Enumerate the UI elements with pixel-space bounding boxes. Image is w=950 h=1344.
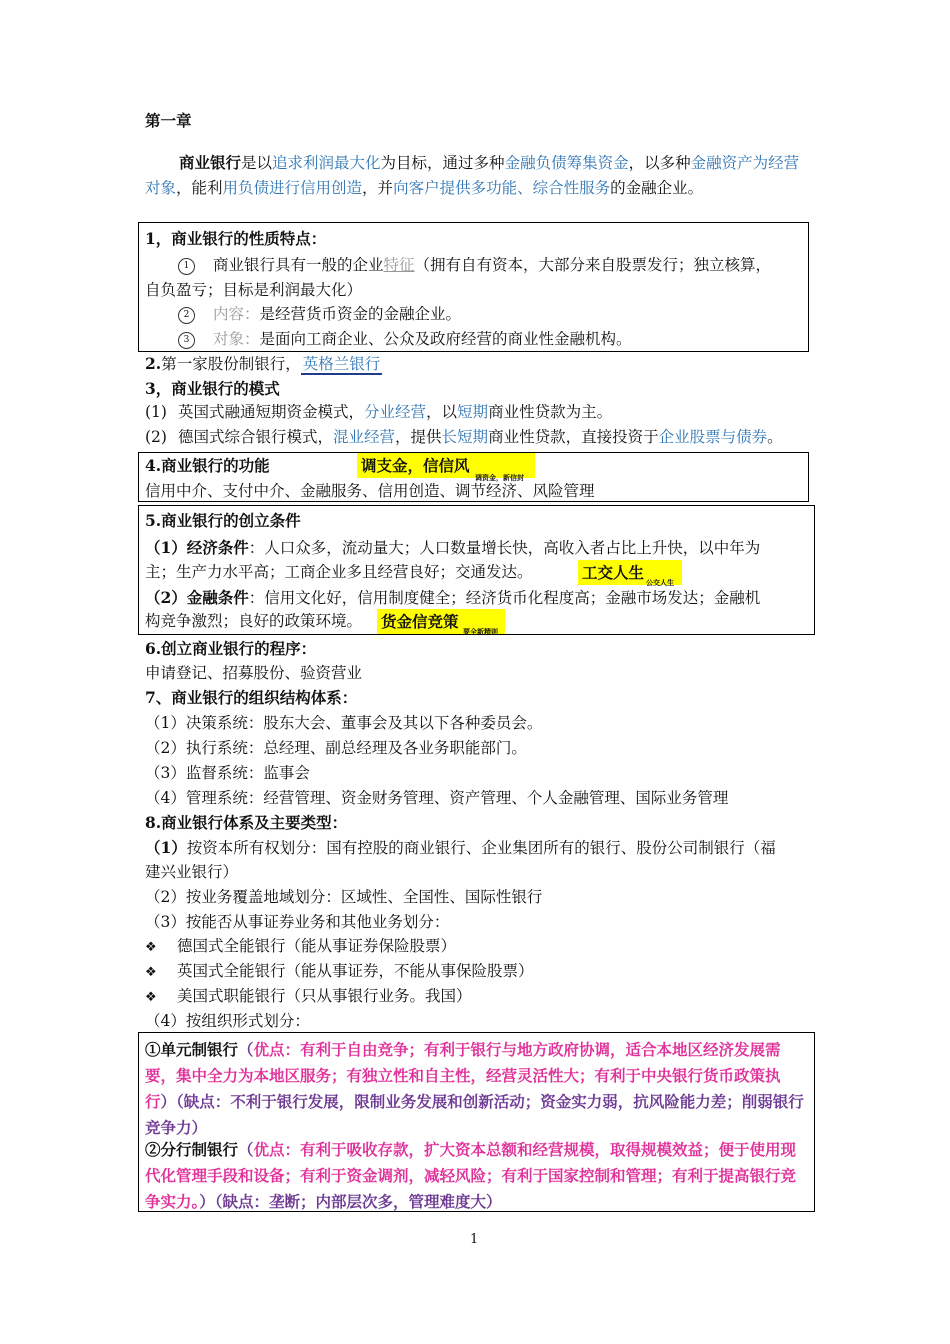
section-7-item: （3）监督系统：监事会 xyxy=(145,764,310,782)
section-1-item-3 xyxy=(178,327,632,352)
section-7-item: （1）决策系统：股东大会、董事会及其以下各种委员会。 xyxy=(145,714,543,732)
intro-part: 追求利润最大化 xyxy=(272,154,381,172)
section-5-mnemonic-1-note: 公交人生 xyxy=(646,578,674,587)
condition-label: （2）金融条件 xyxy=(145,588,249,607)
section-1-item-2 xyxy=(178,302,461,327)
branch-bank-paragraph xyxy=(145,1137,805,1215)
bullet-text: 德国式全能银行（能从事证券保险股票） xyxy=(177,937,457,955)
section-4-mnemonic-note: 调资金，新信封 xyxy=(475,473,524,482)
intro-part: 用负债进行信用创造 xyxy=(222,179,363,197)
paren: （ xyxy=(238,1140,254,1159)
circled-number: 1 xyxy=(178,258,195,275)
page-number: 1 xyxy=(470,1232,479,1247)
intro-part: ，并 xyxy=(362,179,394,197)
section-5-mnemonic-2: 货金信竞策 xyxy=(377,609,505,634)
diamond-bullet-icon: ❖ xyxy=(145,990,157,1005)
section-8-title: 8.商业银行体系及主要类型： xyxy=(145,813,348,832)
list-num: (1) xyxy=(145,403,167,421)
circled-number: 3 xyxy=(178,332,195,349)
branch-bank-label: ②分行制银行 xyxy=(145,1140,239,1159)
condition-text: ：人口众多，流动量大；人口数量增长快，高收入者占比上升快，以中年为 xyxy=(248,539,761,557)
section-3-line-2 xyxy=(145,425,783,450)
branch-bank-pros: 优点：有利于吸收存款，扩大资本总额和经营规模，取得规模效益；便于使用现代化管理手段和设备；有利于资金调剂，减轻风险；有利于国家控制和管理；有利于提高银行竞争实力。 xyxy=(145,1140,797,1211)
section-4-mnemonic: 调支金，信信风 xyxy=(357,453,535,478)
chapter-heading: 第一章 xyxy=(145,111,192,130)
section-2 xyxy=(145,351,382,377)
bank-of-england-link[interactable]: 英格兰银行 xyxy=(302,355,381,373)
section-8-item-3: （3）按能否从事证券业务和其他业务划分： xyxy=(145,913,450,931)
intro-part: ，以多种 xyxy=(628,154,691,172)
intro-part: 的金融企业。 xyxy=(610,179,704,197)
section-4-title: 4.商业银行的功能 xyxy=(145,456,270,475)
condition-label: （1）经济条件 xyxy=(145,538,249,557)
text: 商业性贷款为主。 xyxy=(488,403,613,421)
section-7-item: （4）管理系统：经营管理、资金财务管理、资产管理、个人金融管理、国际业务管理 xyxy=(145,789,729,807)
intro-part: 金融资产为经营对象 xyxy=(145,154,800,197)
section-5-cond-1-cont: 主；生产力水平高；工商企业多且经营良好；交通发达。 xyxy=(145,563,533,581)
item-text: 商业银行具有一般的企业 xyxy=(213,256,384,274)
section-5-cond-2-cont: 构竞争激烈；良好的政策环境。 xyxy=(145,612,363,630)
text: ，提供 xyxy=(395,428,442,446)
section-8-bullet xyxy=(145,934,456,960)
section-5-cond-1 xyxy=(145,535,760,561)
item-text: 是面向工商企业、公众及政府经营的商业性金融机构。 xyxy=(259,330,632,348)
unit-bank-pros: 优点：有利于自由竞争；有利于银行与地方政府协调，适合本地区经济发展需要，集中全力为本地区服务；有独立性和自主性，经营灵活性大；有利于中央银行货币政策执行 xyxy=(145,1040,781,1111)
text: 德国式综合银行模式， xyxy=(178,428,334,446)
keyword: 企业股票与债券 xyxy=(658,428,768,446)
section-1-item-1-cont: 自负盈亏；目标是利润最大化） xyxy=(145,281,363,299)
intro-paragraph xyxy=(145,150,810,201)
section-8-bullet xyxy=(145,984,472,1010)
section-7-title: 7、商业银行的组织结构体系： xyxy=(145,688,358,707)
branch-bank-cons: ）（缺点：垄断；内部层次多，管理难度大） xyxy=(199,1192,502,1211)
intro-part: 向客户提供多功能、综合性服务 xyxy=(393,179,611,197)
bullet-text: 英国式全能银行（能从事证券，不能从事保险股票） xyxy=(177,962,534,980)
condition-text: ：信用文化好，信用制度健全；经济货币化程度高；金融市场发达；金融机 xyxy=(248,589,761,607)
section-7-item: （2）执行系统：总经理、副总经理及各业务职能部门。 xyxy=(145,739,527,757)
item-label: 对象： xyxy=(213,330,260,348)
intro-part: 是以 xyxy=(241,154,273,172)
unit-bank-label: ①单元制银行 xyxy=(145,1040,239,1059)
bullet-text: 美国式职能银行（只从事银行业务。我国） xyxy=(177,987,472,1005)
section-8-item-4: （4）按组织形式划分： xyxy=(145,1012,310,1030)
section-6-title: 6.创立商业银行的程序： xyxy=(145,639,317,658)
intro-part: 金融负债筹集资金 xyxy=(504,154,629,172)
keyword: 长短期 xyxy=(441,428,489,446)
text: 英国式融通短期资金模式， xyxy=(178,403,365,421)
section-1-item-1 xyxy=(178,253,771,278)
section-5-cond-2 xyxy=(145,585,760,611)
feature-link[interactable]: 特征 xyxy=(383,256,415,274)
intro-part: 商业银行 xyxy=(179,153,242,172)
section-2-text: 第一家股份制银行， xyxy=(161,355,301,373)
item-text: 按资本所有权划分：国有控股的商业银行、企业集团所有的银行、股份公司制银行（福 xyxy=(186,839,776,857)
keyword: 分业经营 xyxy=(364,403,427,421)
unit-bank-paragraph xyxy=(145,1037,805,1141)
intro-part: ，能利 xyxy=(176,179,223,197)
item-label: 内容： xyxy=(213,305,260,323)
paren: （ xyxy=(238,1040,254,1059)
keyword: 混业经营 xyxy=(333,428,396,446)
text: 。 xyxy=(767,428,783,446)
section-5-mnemonic-2-note: 要全新精则 xyxy=(463,627,498,636)
section-5-mnemonic-1: 工交人生 xyxy=(578,560,682,585)
item-text: 是经营货币资金的金融企业。 xyxy=(259,305,462,323)
section-3-title: 3，商业银行的模式 xyxy=(145,379,280,398)
section-5-title: 5.商业银行的创立条件 xyxy=(145,511,301,530)
list-num: (2) xyxy=(145,428,167,446)
keyword: 短期 xyxy=(457,403,489,421)
diamond-bullet-icon: ❖ xyxy=(145,940,157,955)
section-3-line-1 xyxy=(145,400,612,425)
circled-number: 2 xyxy=(178,307,195,324)
paren: ） xyxy=(160,1092,177,1111)
item-label: （1） xyxy=(145,838,187,857)
section-1-title: 1，商业银行的性质特点： xyxy=(145,229,327,248)
item-text: （拥有自有资本，大部分来自股票发行；独立核算， xyxy=(414,256,772,274)
text: ，以 xyxy=(426,403,458,421)
intro-part: 为目标，通过多种 xyxy=(380,154,505,172)
section-8-item-2: （2）按业务覆盖地域划分：区域性、全国性、国际性银行 xyxy=(145,888,543,906)
unit-bank-cons: （缺点：不利于银行发展，限制业务发展和创新活动；资金实力弱，抗风险能力差；削弱银行竞争力） xyxy=(145,1092,804,1137)
diamond-bullet-icon: ❖ xyxy=(145,965,157,980)
section-8-bullet xyxy=(145,959,534,985)
section-4-text: 信用中介、支付中介、金融服务、信用创造、调节经济、风险管理 xyxy=(145,482,595,500)
text: 商业性贷款，直接投资于 xyxy=(488,428,659,446)
section-8-item-1 xyxy=(145,835,776,861)
section-8-item-1-cont: 建兴业银行） xyxy=(145,863,239,881)
section-6-text: 申请登记、招募股份、验资营业 xyxy=(145,664,363,682)
section-2-num: 2. xyxy=(145,354,162,373)
